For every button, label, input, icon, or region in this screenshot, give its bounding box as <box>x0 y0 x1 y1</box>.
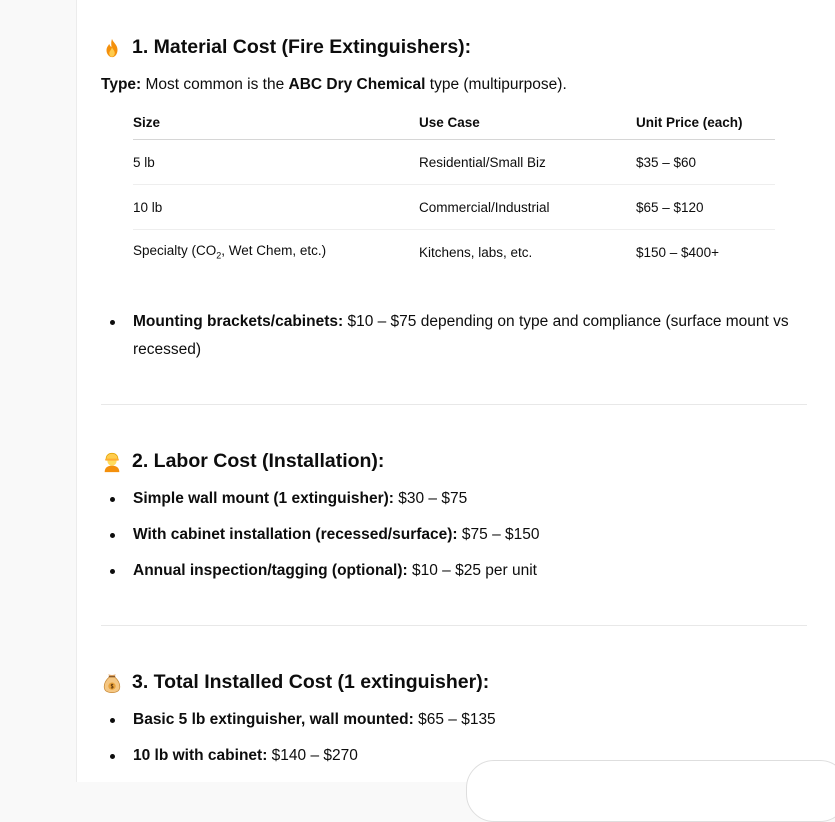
section-title: 2. Labor Cost (Installation): <box>132 450 385 472</box>
type-highlight: ABC Dry Chemical <box>288 76 426 93</box>
table-cell-use-case: Commercial/Industrial <box>419 185 636 230</box>
type-paragraph <box>101 76 567 94</box>
chat-message-panel <box>76 0 835 782</box>
construction-worker-icon <box>101 451 123 473</box>
list-item <box>101 485 807 513</box>
section-divider <box>101 404 807 405</box>
bullet-list-material <box>101 308 807 364</box>
table-row <box>133 230 775 275</box>
price-table <box>133 106 775 274</box>
section-title: 1. Material Cost (Fire Extinguishers): <box>132 36 472 58</box>
list-item <box>101 308 807 364</box>
column-header-use-case: Use Case <box>419 106 636 140</box>
bullet-text: $10 – $75 depending on type and compliance (surface mount vs recessed) <box>133 313 789 358</box>
section-heading-total-cost <box>101 671 489 694</box>
table-cell-size: 10 lb <box>133 185 419 230</box>
section-heading-material-cost <box>101 36 471 59</box>
column-header-unit-price: Unit Price (each) <box>636 106 775 140</box>
bullet-bold: 10 lb with cabinet: <box>133 747 268 764</box>
table-cell-use-case: Kitchens, labs, etc. <box>419 244 533 260</box>
scroll-to-bottom-button[interactable] <box>466 760 835 822</box>
section-heading-labor-cost <box>101 450 384 473</box>
bullet-text: $75 – $150 <box>457 526 540 543</box>
section-divider <box>101 625 807 626</box>
cell-text-rest: , Wet Chem, etc.) <box>221 243 327 259</box>
money-bag-icon <box>101 672 123 694</box>
bullet-bold: Annual inspection/tagging (optional): <box>133 562 408 579</box>
table-cell-price: $65 – $120 <box>636 185 775 230</box>
bullet-bold: With cabinet installation (recessed/surface): <box>133 526 458 543</box>
type-text-pre: Most common is the <box>141 76 289 93</box>
table-row <box>133 185 775 230</box>
bullet-text: $65 – $135 <box>413 711 496 728</box>
table-row <box>133 140 775 185</box>
bullet-text: $30 – $75 <box>393 490 468 507</box>
column-header-size: Size <box>133 106 419 140</box>
bullet-bold: Mounting brackets/cabinets: <box>133 313 344 330</box>
table-cell-use-case: Residential/Small Biz <box>419 140 636 185</box>
bullet-text: $10 – $25 per unit <box>407 562 537 579</box>
list-item <box>101 706 807 734</box>
table-cell-size <box>133 230 419 275</box>
bullet-text: $140 – $270 <box>267 747 358 764</box>
bullet-bold: Basic 5 lb extinguisher, wall mounted: <box>133 711 414 728</box>
subscript: 2 <box>216 250 222 261</box>
cell-text: Specialty (CO <box>133 243 217 259</box>
bullet-bold: Simple wall mount (1 extinguisher): <box>133 490 394 507</box>
list-item <box>101 557 807 585</box>
list-item <box>101 521 807 549</box>
bullet-list-labor <box>101 485 807 593</box>
table-cell-size: 5 lb <box>133 140 419 185</box>
fire-icon <box>101 37 123 59</box>
table-cell-price: $150 – $400+ <box>636 244 719 260</box>
table-header-row <box>133 106 775 140</box>
table-cell-price: $35 – $60 <box>636 140 775 185</box>
section-title: 3. Total Installed Cost (1 extinguisher): <box>132 671 490 693</box>
type-label: Type: <box>101 76 142 93</box>
type-text-post: type (multipurpose). <box>425 76 567 93</box>
